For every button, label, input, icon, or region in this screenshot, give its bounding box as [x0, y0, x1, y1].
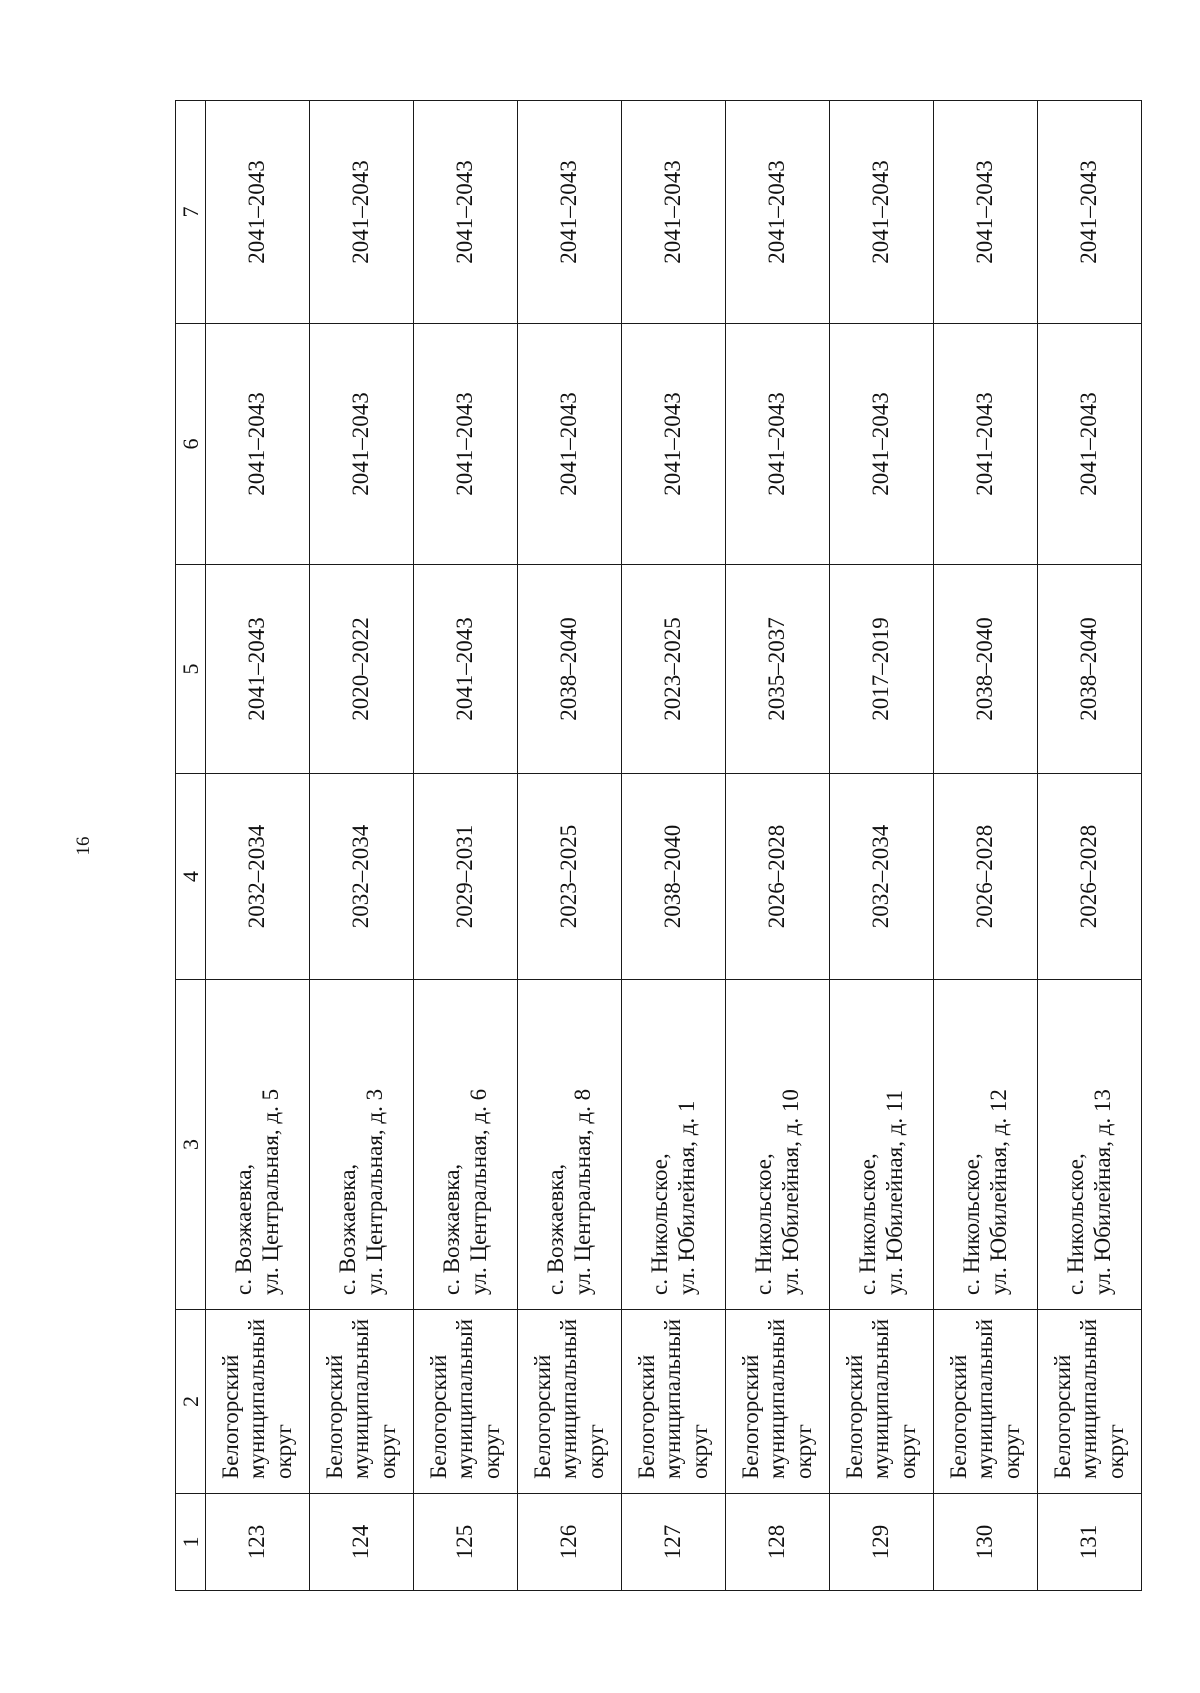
district-cell: [726, 1310, 830, 1494]
period-cell-col7: 2041–2043: [310, 101, 414, 324]
district-line: округ: [894, 1424, 920, 1479]
address-cell: [1038, 980, 1142, 1310]
district-line: Белогорский: [425, 1354, 451, 1479]
period-cell-col5: 2041–2043: [206, 565, 310, 774]
table-row: [830, 101, 934, 1591]
table-row: [518, 101, 622, 1591]
address-line: ул. Юбилейная, д. 12: [985, 1089, 1011, 1295]
address-line: ул. Центральная, д. 3: [361, 1088, 387, 1295]
header-row: [176, 101, 206, 1591]
period-cell-col6: 2041–2043: [622, 324, 726, 565]
district-line: муниципальный: [1076, 1318, 1102, 1479]
period-cell-col5: 2020–2022: [310, 565, 414, 774]
district-cell: [206, 1310, 310, 1494]
district-line: округ: [998, 1424, 1024, 1479]
address-line: с. Возжаевка,: [335, 1163, 361, 1295]
address-cell: [622, 980, 726, 1310]
district-line: округ: [790, 1424, 816, 1479]
address-cell: [414, 980, 518, 1310]
address-cell: [934, 980, 1038, 1310]
table-row: [934, 101, 1038, 1591]
district-cell: [622, 1310, 726, 1494]
district-cell: [310, 1310, 414, 1494]
address-line: ул. Юбилейная, д. 1: [673, 1100, 699, 1295]
period-cell-col5: 2023–2025: [622, 565, 726, 774]
district-line: Белогорский: [529, 1354, 555, 1479]
address-line: с. Возжаевка,: [543, 1163, 569, 1295]
period-cell-col4: 2032–2034: [310, 774, 414, 980]
period-cell-col4: 2026–2028: [726, 774, 830, 980]
period-cell-col4: 2038–2040: [622, 774, 726, 980]
period-cell-col6: 2041–2043: [726, 324, 830, 565]
period-cell-col6: 2041–2043: [934, 324, 1038, 565]
period-cell-col7: 2041–2043: [830, 101, 934, 324]
table-row: [310, 101, 414, 1591]
row-number-cell: 127: [622, 1494, 726, 1591]
row-number-cell: 130: [934, 1494, 1038, 1591]
district-line: Белогорский: [945, 1354, 971, 1479]
district-line: муниципальный: [764, 1318, 790, 1479]
district-cell: [414, 1310, 518, 1494]
row-number-cell: 129: [830, 1494, 934, 1591]
table-row: [726, 101, 830, 1591]
period-cell-col6: 2041–2043: [206, 324, 310, 565]
column-header-3: 3: [176, 980, 206, 1310]
district-line: Белогорский: [737, 1354, 763, 1479]
district-line: муниципальный: [972, 1318, 998, 1479]
table-row: [414, 101, 518, 1591]
period-cell-col5: 2017–2019: [830, 565, 934, 774]
page-number: 16: [73, 836, 94, 856]
period-cell-col5: 2038–2040: [1038, 565, 1142, 774]
period-cell-col5: 2035–2037: [726, 565, 830, 774]
period-cell-col6: 2041–2043: [518, 324, 622, 565]
district-cell: [830, 1310, 934, 1494]
period-cell-col7: 2041–2043: [1038, 101, 1142, 324]
table-row: [1038, 101, 1142, 1591]
row-number-cell: 124: [310, 1494, 414, 1591]
address-line: ул. Юбилейная, д. 11: [881, 1089, 907, 1295]
address-line: с. Никольское,: [647, 1153, 673, 1295]
period-cell-col6: 2041–2043: [1038, 324, 1142, 565]
table-body: [206, 101, 1142, 1591]
table-row: [206, 101, 310, 1591]
address-cell: [830, 980, 934, 1310]
table-row: [622, 101, 726, 1591]
address-cell: [726, 980, 830, 1310]
district-line: округ: [478, 1424, 504, 1479]
district-line: округ: [1102, 1424, 1128, 1479]
row-number-cell: 131: [1038, 1494, 1142, 1591]
address-line: ул. Центральная, д. 6: [465, 1088, 491, 1295]
address-line: ул. Юбилейная, д. 10: [777, 1089, 803, 1295]
period-cell-col4: 2023–2025: [518, 774, 622, 980]
address-line: с. Возжаевка,: [439, 1163, 465, 1295]
district-cell: [518, 1310, 622, 1494]
column-header-1: 1: [176, 1494, 206, 1591]
row-number-cell: 123: [206, 1494, 310, 1591]
period-cell-col7: 2041–2043: [622, 101, 726, 324]
period-cell-col5: 2038–2040: [934, 565, 1038, 774]
district-line: округ: [582, 1424, 608, 1479]
address-line: с. Никольское,: [959, 1153, 985, 1295]
district-line: округ: [374, 1424, 400, 1479]
schedule-table: [175, 100, 1142, 1591]
column-header-7: 7: [176, 101, 206, 324]
period-cell-col6: 2041–2043: [830, 324, 934, 565]
period-cell-col4: 2032–2034: [830, 774, 934, 980]
period-cell-col7: 2041–2043: [726, 101, 830, 324]
column-header-6: 6: [176, 324, 206, 565]
address-line: с. Возжаевка,: [231, 1163, 257, 1295]
document-table-container: [175, 101, 1137, 1591]
district-line: муниципальный: [556, 1318, 582, 1479]
district-line: муниципальный: [244, 1318, 270, 1479]
district-line: муниципальный: [452, 1318, 478, 1479]
row-number-cell: 128: [726, 1494, 830, 1591]
address-line: с. Никольское,: [855, 1153, 881, 1295]
district-cell: [934, 1310, 1038, 1494]
district-line: округ: [270, 1424, 296, 1479]
period-cell-col4: 2026–2028: [1038, 774, 1142, 980]
period-cell-col7: 2041–2043: [934, 101, 1038, 324]
column-header-2: 2: [176, 1310, 206, 1494]
district-line: Белогорский: [1049, 1354, 1075, 1479]
district-cell: [1038, 1310, 1142, 1494]
period-cell-col7: 2041–2043: [414, 101, 518, 324]
period-cell-col6: 2041–2043: [414, 324, 518, 565]
column-header-4: 4: [176, 774, 206, 980]
district-line: муниципальный: [660, 1318, 686, 1479]
district-line: муниципальный: [868, 1318, 894, 1479]
address-cell: [206, 980, 310, 1310]
address-line: ул. Центральная, д. 8: [569, 1088, 595, 1295]
period-cell-col6: 2041–2043: [310, 324, 414, 565]
period-cell-col4: 2029–2031: [414, 774, 518, 980]
address-line: ул. Юбилейная, д. 13: [1089, 1089, 1115, 1295]
period-cell-col4: 2026–2028: [934, 774, 1038, 980]
address-line: с. Никольское,: [1063, 1153, 1089, 1295]
district-line: Белогорский: [633, 1354, 659, 1479]
period-cell-col7: 2041–2043: [206, 101, 310, 324]
district-line: Белогорский: [841, 1354, 867, 1479]
address-cell: [518, 980, 622, 1310]
address-line: ул. Центральная, д. 5: [257, 1088, 283, 1295]
row-number-cell: 126: [518, 1494, 622, 1591]
address-cell: [310, 980, 414, 1310]
row-number-cell: 125: [414, 1494, 518, 1591]
district-line: округ: [686, 1424, 712, 1479]
period-cell-col5: 2038–2040: [518, 565, 622, 774]
district-line: муниципальный: [348, 1318, 374, 1479]
column-header-5: 5: [176, 565, 206, 774]
period-cell-col4: 2032–2034: [206, 774, 310, 980]
period-cell-col7: 2041–2043: [518, 101, 622, 324]
district-line: Белогорский: [217, 1354, 243, 1479]
address-line: с. Никольское,: [751, 1153, 777, 1295]
period-cell-col5: 2041–2043: [414, 565, 518, 774]
district-line: Белогорский: [321, 1354, 347, 1479]
